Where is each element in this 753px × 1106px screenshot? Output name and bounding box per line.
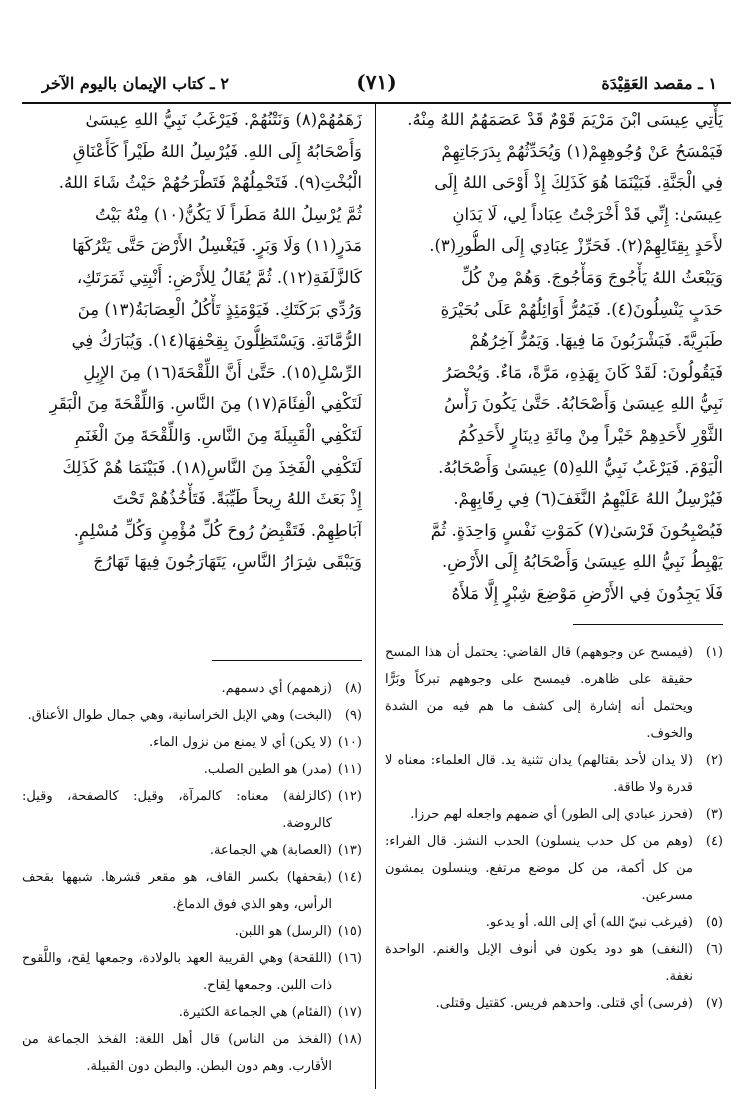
footnote-text: (النغف) هو دود يكون في أنوف الإبل والغنم. الواحدة نغفة. <box>385 941 693 984</box>
footnote-text: (كالزلفة) معناه: كالمرآة، وقيل: كالصفحة، وقيل: كالروضة. <box>22 788 332 831</box>
footnote-text: (الرسل) هو اللبن. <box>234 923 332 939</box>
footnote-number: (٢) <box>705 752 723 768</box>
footnote-number: (١٢) <box>337 788 362 804</box>
text-line: وَيَبْعَثُ اللهُ يَأْجُوجَ وَمَأْجُوجَ. وَهُمْ مِنْ كُلِّ <box>461 267 723 287</box>
footnote <box>385 909 723 936</box>
footnote <box>22 729 362 756</box>
column-divider <box>375 104 376 1089</box>
text-line: لَتَكْفِي الْقَبِيلَةَ مِنَ النَّاسِ. وَاللِّقْحَةَ مِنَ الْغَنَمِ <box>74 425 362 445</box>
text-line: فِي الْجَنَّةِ. فَبَيْنَمَا هُوَ كَذَلِكَ إِذْ أَوْحَى اللهُ إِلَى <box>434 173 723 193</box>
footnote-number: (١٨) <box>337 1031 362 1047</box>
footnote-number: (١٥) <box>337 923 362 939</box>
text-line: عِيسَىٰ: إِنِّي قَدْ أَخْرَجْتُ عِبَاداً لِي، لَا يَدَانِ <box>452 204 723 224</box>
text-line: وَأَصْحَابُهُ إِلَى اللهِ. فَيُرْسِلُ اللهُ طَيْراً كَأَعْنَاقِ <box>72 141 362 161</box>
footnote-number: (٤) <box>705 833 723 849</box>
footnote-number: (٨) <box>344 680 362 696</box>
left-column-body <box>22 104 362 578</box>
footnote-number: (١٤) <box>337 869 362 885</box>
right-column <box>385 104 723 1017</box>
page-header <box>22 66 731 104</box>
footnote <box>385 828 723 909</box>
text-line: الرُّمَّانَةِ. وَيَسْتَظِلُّونَ بِقِحْفِهَا(١٤). وَيُبَارَكُ فِي <box>71 331 362 351</box>
footnote <box>22 918 362 945</box>
footnote <box>385 936 723 990</box>
text-line: الْبُخْتِ(٩). فَتَحْمِلُهُمْ فَتَطْرَحُهُمْ حَيْثُ شَاءَ اللهُ. <box>58 173 362 193</box>
footnote <box>385 639 723 747</box>
footnote <box>385 747 723 801</box>
text-line: يَهْبِطُ نَبِيُّ اللهِ عِيسَىٰ وَأَصْحَابُهُ إِلَى الأَرْضِ. <box>441 552 723 572</box>
text-line: إِذْ بَعَثَ اللهُ رِيحاً طَيِّبَةً. فَتَأْخُذُهُمْ تَحْتَ <box>112 489 362 509</box>
footnote <box>22 999 362 1026</box>
footnote <box>22 783 362 837</box>
text-line: الرِّسْلِ(١٥). حَتَّىٰ أَنَّ اللِّقْحَةَ(١٦) مِنَ الإِبِلِ <box>83 362 362 382</box>
text-line: آبَاطِهِمْ. فَتَقْبِضُ رُوحَ كُلِّ مُؤْمِنٍ وَكُلِّ مُسْلِمٍ. <box>73 520 362 540</box>
right-column-footnotes <box>385 639 723 1017</box>
footnote-text: (فحرز عبادي إلى الطور) أي ضمهم واجعله لهم حرزا. <box>410 806 693 822</box>
footnote-text: (وهم من كل حدب ينسلون) الحدب النشز. قال الفراء: من كل أكمة، من كل موضع مرتفع. وينسلون يمشون مسرعين. <box>385 833 693 903</box>
text-line: نَبِيُّ اللهِ عِيسَىٰ وَأَصْحَابُهُ. حَتَّىٰ يَكُونَ رَأْسُ <box>444 394 723 414</box>
text-line: مَدَرٍ(١١) وَلَا وَبَرٍ. فَيَغْسِلُ الأَرْضَ حَتَّى يَتْرُكَهَا <box>72 236 362 256</box>
footnote <box>385 990 723 1017</box>
footnote <box>22 1026 362 1080</box>
footnote <box>22 864 362 918</box>
right-column-body <box>385 104 723 610</box>
footnote-text: (الفخذ من الناس) قال أهل اللغة: الفخذ الجماعة من الأقارب. وهم دون البطن. والبطن دون القبيلة. <box>22 1031 332 1074</box>
text-line: ثُمَّ يُرْسِلُ اللهُ مَطَراً لَا يَكُنُّ(١٠) مِنْهُ بَيْتُ <box>94 204 362 224</box>
footnote-number: (٧) <box>705 995 723 1011</box>
footnote-number: (٣) <box>705 806 723 822</box>
footnote-separator <box>573 624 723 625</box>
footnote-number: (١٠) <box>337 734 362 750</box>
footnote <box>385 801 723 828</box>
text-line: فَيَمْسَحُ عَنْ وُجُوهِهِمْ(١) وَيُحَدِّثُهُمْ بِدَرَجَاتِهِمْ <box>441 141 723 161</box>
text-line: زَهَمُهُمْ(٨) وَنَتْنُهُمْ. فَيَرْغَبُ نَبِيُّ اللهِ عِيسَىٰ <box>85 110 362 129</box>
text-line: فَيُرْسِلُ اللهُ عَلَيْهِمُ النَّغَفَ(٦) فِي رِقَابِهِمْ. <box>453 489 723 509</box>
footnote-text: (فيرغب نبيّ الله) أي إلى الله. أو يدعو. <box>485 914 693 930</box>
footnote-number: (٥) <box>705 914 723 930</box>
footnote <box>22 756 362 783</box>
text-line: وَرُدِّي بَرَكَتَكِ. فَيَوْمَئِذٍ تَأْكُلُ الْعِصَابَةُ(١٣) مِنَ <box>77 299 362 319</box>
text-line: الْيَوْمَ. فَيَرْغَبُ نَبِيُّ اللهِ(٥) عِيسَىٰ وَأَصْحَابُهُ. <box>438 457 723 477</box>
text-line: لأَحَدٍ بِقِتَالِهِمْ(٢). فَحَرِّزْ عِبَادِي إِلَى الطُّورِ(٣). <box>429 236 723 256</box>
text-line: فَيَقُولُونَ: لَقَدْ كَانَ بِهَذِهِ، مَرَّةً، مَاءٌ. وَيُحْصَرُ <box>443 362 723 382</box>
footnote-text: (فرسى) أي قتلى. واحدهم فريس. كقتيل وقتلى. <box>435 995 693 1011</box>
header-book-title: ٢ ـ كتاب الإيمان باليوم الآخر <box>42 74 229 93</box>
footnote-text: (العصابة) هي الجماعة. <box>209 842 332 858</box>
text-line: حَدَبٍ يَنْسِلُونَ(٤). فَيَمُرُّ أَوَائِلُهُمْ عَلَى بُحَيْرَةِ <box>440 299 723 319</box>
footnote <box>22 945 362 999</box>
footnote-text: (فيمسح عن وجوههم) قال القاضي: يحتمل أن هذا المسح حقيقة على ظاهره. فيمسح على وجوههم تبركاً وبَرًّا ويحتمل أنه إشارة إلى كشف ما هم فيه من الشدة والخوف. <box>385 644 693 741</box>
footnote-text: (زهمهم) أي دسمهم. <box>221 680 332 696</box>
footnote-number: (١١) <box>337 761 362 777</box>
footnote-text: (البخت) وهي الإبل الخراسانية، وهي جمال طوال الأعناق. <box>27 707 332 723</box>
left-column <box>22 104 362 1080</box>
footnote-text: (الفئام) هي الجماعة الكثيرة. <box>178 1004 332 1020</box>
text-line: الثَّوْرِ لأَحَدِهِمْ خَيْراً مِنْ مِائَةِ دِينَارٍ لأَحَدِكُمُ <box>457 425 723 445</box>
footnote-text: (لا يدان لأحد بقتالهم) يدان تثنية يد. قال العلماء: معناه لا قدرة ولا طاقة. <box>385 752 693 795</box>
footnote-number: (١٣) <box>337 842 362 858</box>
footnote-text: (اللقحة) وهي القريبة العهد بالولادة، وجمعها لِقح، واللَّقوح ذات اللبن. وجمعها لِقاح. <box>22 950 332 993</box>
footnote-number: (١٧) <box>337 1004 362 1020</box>
footnote <box>22 837 362 864</box>
text-line: فَيُصْبِحُونَ فَرْسَىٰ(٧) كَمَوْتِ نَفْسٍ وَاحِدَةٍ. ثُمَّ <box>430 520 723 540</box>
footnote-number: (٩) <box>344 707 362 723</box>
text-line: لَتَكْفِي الْفِئَامَ(١٧) مِنَ النَّاسِ. وَاللِّقْحَةَ مِنَ الْبَقَرِ <box>49 394 362 414</box>
footnote-number: (١٦) <box>337 950 362 966</box>
text-line: طَبَرِيَّةَ. فَيَشْرَبُونَ مَا فِيهَا. وَيَمُرُّ آخِرُهُمْ <box>469 331 723 351</box>
text-line: لَتَكْفِي الْفَخِذَ مِنَ النَّاسِ(١٨). فَبَيْنَمَا هُمْ كَذَلِكَ <box>62 457 362 477</box>
footnote <box>22 675 362 702</box>
footnote-text: (بقحفها) بكسر القاف، هو مقعر قشرها. شبهها بقحف الرأس، وهو الذي فوق الدماغ. <box>22 869 332 912</box>
text-line: وَيَبْقَى شِرَارُ النَّاسِ، يَتَهَارَجُونَ فِيهَا تَهَارُجَ <box>93 552 362 572</box>
footnote-text: (مدر) هو الطين الصلب. <box>203 761 332 777</box>
footnote-text: (لا يكن) أي لا يمنع من نزول الماء. <box>148 734 332 750</box>
text-line: كَالزَّلَفَةِ(١٢). ثُمَّ يُقَالُ لِلأَرْضِ: أَنْبِتِي ثَمَرَتَكِ، <box>76 267 362 287</box>
left-column-footnotes <box>22 675 362 1080</box>
footnote-separator <box>212 660 362 661</box>
page-number: (٧١) <box>356 70 397 94</box>
footnote <box>22 702 362 729</box>
footnote-number: (١) <box>705 644 723 660</box>
footnote-number: (٦) <box>705 941 723 957</box>
header-section-title: ١ ـ مقصد العَقِيْدَة <box>601 74 717 93</box>
text-line: فَلَا يَجِدُونَ فِي الأَرْضِ مَوْضِعَ شِبْرٍ إِلَّا مَلأَهُ <box>451 583 723 603</box>
text-line: يَأْتِي عِيسَى ابْنَ مَرْيَمَ قَوْمٌ قَدْ عَصَمَهُمُ اللهُ مِنْهُ. <box>407 110 723 129</box>
